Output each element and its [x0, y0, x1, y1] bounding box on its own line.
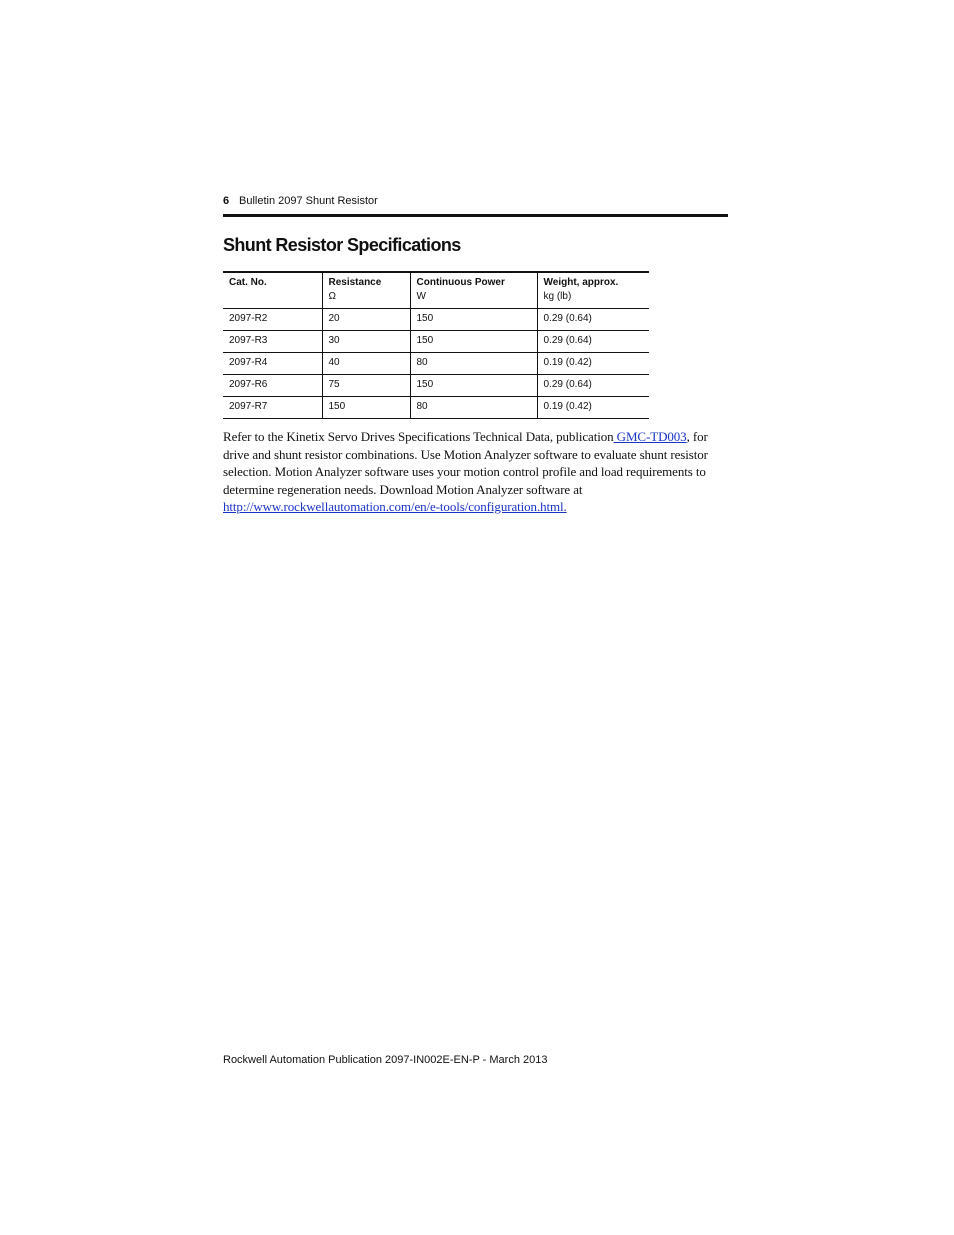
- cell-resistance: 75: [322, 374, 410, 396]
- cell-weight: 0.19 (0.42): [537, 352, 649, 374]
- column-unit: Ω: [328, 291, 336, 302]
- motion-analyzer-url-link[interactable]: http://www.rockwellautomation.com/en/e-tools/configuration.html.: [223, 499, 567, 514]
- section-title: Shunt Resistor Specifications: [223, 235, 461, 255]
- table-row: [223, 330, 649, 352]
- table-row: [223, 396, 649, 418]
- column-unit: W: [416, 291, 426, 302]
- header-rule: [223, 214, 728, 217]
- cell-weight: 0.19 (0.42): [537, 396, 649, 418]
- column-header-resistance: Resistance Ω: [322, 272, 410, 308]
- cell-weight: 0.29 (0.64): [537, 374, 649, 396]
- column-header-weight: Weight, approx. kg (lb): [537, 272, 649, 308]
- cell-continuous-power: 150: [410, 330, 537, 352]
- table-row: [223, 308, 649, 330]
- shunt-resistor-spec-table: [223, 271, 649, 419]
- cell-cat-no: 2097-R2: [223, 308, 322, 330]
- table-header-row: [223, 272, 649, 308]
- table-row: [223, 352, 649, 374]
- column-header-continuous-power: Continuous Power W: [410, 272, 537, 308]
- publication-link[interactable]: GMC-TD003: [613, 429, 687, 444]
- cell-resistance: 40: [322, 352, 410, 374]
- column-unit: kg (lb): [543, 291, 572, 302]
- cell-cat-no: 2097-R6: [223, 374, 322, 396]
- cell-resistance: 20: [322, 308, 410, 330]
- running-header: [223, 193, 728, 209]
- cell-resistance: 150: [322, 396, 410, 418]
- cell-weight: 0.29 (0.64): [537, 308, 649, 330]
- cell-continuous-power: 80: [410, 352, 537, 374]
- table-row: [223, 374, 649, 396]
- cell-cat-no: 2097-R4: [223, 352, 322, 374]
- cell-cat-no: 2097-R7: [223, 396, 322, 418]
- page-number: 6: [223, 195, 230, 207]
- cell-cat-no: 2097-R3: [223, 330, 322, 352]
- column-header-cat-no: Cat. No.: [229, 277, 267, 288]
- paragraph-text-start: Refer to the Kinetix Servo Drives Specifications Technical Data, publication: [223, 429, 614, 444]
- paragraph-text-end: , for drive and shunt resistor combinations. Use Motion Analyzer software to evaluate shunt resistor selection. Motion Analyzer software uses your motion control profile and load requirements to determine regeneration needs. Download Motion Analyzer software at: [223, 429, 708, 497]
- cell-continuous-power: 150: [410, 374, 537, 396]
- page-footer: Rockwell Automation Publication 2097-IN002E-EN-P - March 2013: [223, 1054, 548, 1066]
- cell-weight: 0.29 (0.64): [537, 330, 649, 352]
- body-paragraph: [223, 428, 731, 516]
- cell-continuous-power: 150: [410, 308, 537, 330]
- running-title: Bulletin 2097 Shunt Resistor: [239, 195, 378, 207]
- cell-continuous-power: 80: [410, 396, 537, 418]
- cell-resistance: 30: [322, 330, 410, 352]
